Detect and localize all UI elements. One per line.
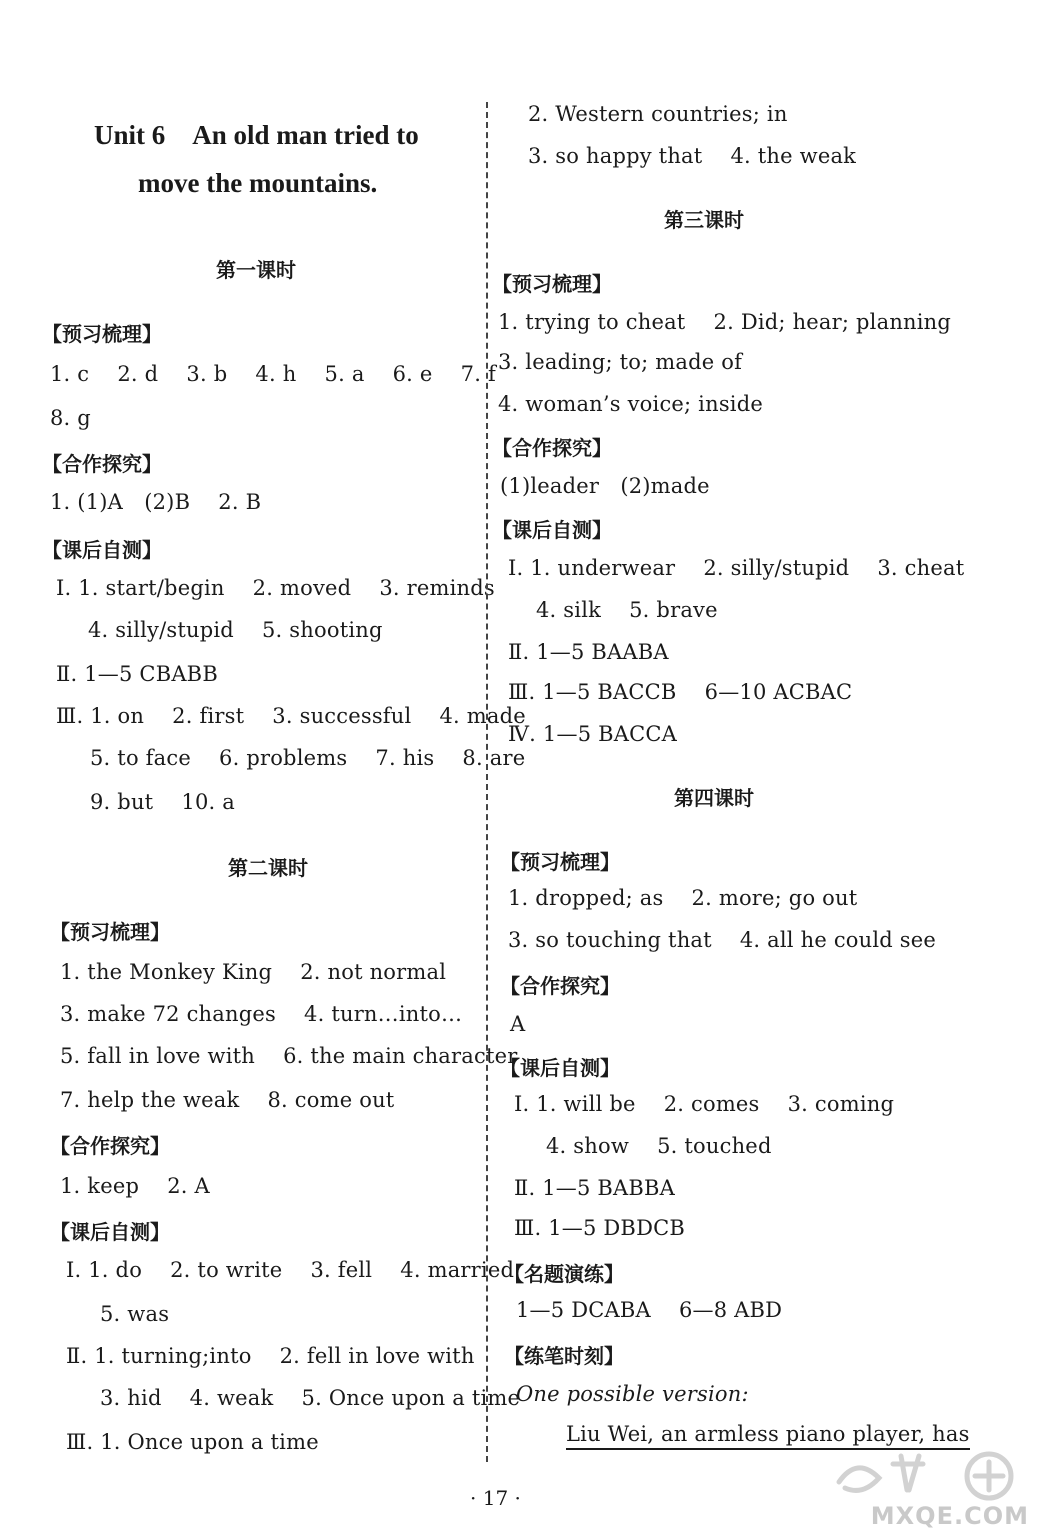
column-divider <box>486 102 488 1462</box>
answer-line: Ⅱ. 1—5 CBABB <box>56 662 218 686</box>
answer-line: Ⅱ. 1—5 BAABA <box>508 640 669 664</box>
lesson-heading-3: 第三课时 <box>664 208 744 232</box>
answer-line: 3. hid 4. weak 5. Once upon a time <box>100 1386 521 1410</box>
answer-line: Ⅲ. 1. Once upon a time <box>66 1430 319 1454</box>
answer-line: 4. woman’s voice; inside <box>498 392 763 416</box>
answer-line: 4. silly/stupid 5. shooting <box>88 618 383 642</box>
section-cooperation: 【合作探究】 <box>492 436 612 460</box>
answer-line: 9. but 10. a <box>90 790 235 814</box>
answer-line: 3. leading; to; made of <box>498 350 743 374</box>
section-selftest: 【课后自测】 <box>42 538 162 562</box>
page-number: · 17 · <box>470 1486 521 1510</box>
section-selftest: 【课后自测】 <box>50 1220 170 1244</box>
section-preview: 【预习梳理】 <box>500 850 620 874</box>
section-cooperation: 【合作探究】 <box>42 452 162 476</box>
section-preview: 【预习梳理】 <box>42 322 162 346</box>
lesson-heading-4: 第四课时 <box>674 786 754 810</box>
answer-line: Ⅰ. 1. will be 2. comes 3. coming <box>514 1092 895 1116</box>
answer-line: 1. the Monkey King 2. not normal <box>60 960 447 984</box>
answer-line: 5. fall in love with 6. the main character <box>60 1044 518 1068</box>
answer-line: 4. silk 5. brave <box>536 598 718 622</box>
answer-line: Ⅰ. 1. start/begin 2. moved 3. reminds <box>56 576 495 600</box>
answer-line: 5. was <box>100 1302 170 1326</box>
watermark-text: MXQE.COM <box>870 1502 1029 1530</box>
answer-line: 5. to face 6. problems 7. his 8. are <box>90 746 526 770</box>
answer-line: 1—5 DCABA 6—8 ABD <box>516 1298 783 1322</box>
lesson-heading-1: 第一课时 <box>216 258 296 282</box>
answer-line: 1. trying to cheat 2. Did; hear; planning <box>498 310 952 334</box>
answer-line: Ⅱ. 1—5 BABBA <box>514 1176 676 1200</box>
answer-line: 8. g <box>50 406 91 430</box>
section-preview: 【预习梳理】 <box>492 272 612 296</box>
answer-line: Ⅲ. 1—5 DBDCB <box>514 1216 686 1240</box>
answer-line: 1. keep 2. A <box>60 1174 210 1198</box>
answer-line: 3. make 72 changes 4. turn…into… <box>60 1002 463 1026</box>
answer-line: Ⅱ. 1. turning;into 2. fell in love with <box>66 1344 475 1368</box>
section-preview: 【预习梳理】 <box>50 920 170 944</box>
writing-text: Liu Wei, an armless piano player, has <box>566 1422 970 1450</box>
writing-intro: One possible version: <box>516 1382 749 1406</box>
section-writing: 【练笔时刻】 <box>504 1344 624 1368</box>
answer-line: Ⅳ. 1—5 BACCA <box>508 722 678 746</box>
answer-line: 3. so touching that 4. all he could see <box>508 928 937 952</box>
answer-line: 7. help the weak 8. come out <box>60 1088 395 1112</box>
lesson-heading-2: 第二课时 <box>228 856 308 880</box>
answer-line: 1. dropped; as 2. more; go out <box>508 886 858 910</box>
unit-title-line2: move the mountains. <box>138 168 378 198</box>
answer-line: A <box>510 1012 526 1036</box>
answer-line: 4. show 5. touched <box>546 1134 772 1158</box>
section-famous-questions: 【名题演练】 <box>504 1262 624 1286</box>
answer-line: 2. Western countries; in <box>528 102 788 126</box>
answer-line: (1)leader (2)made <box>500 474 710 498</box>
answer-line: 3. so happy that 4. the weak <box>528 144 857 168</box>
section-cooperation: 【合作探究】 <box>50 1134 170 1158</box>
section-selftest: 【课后自测】 <box>492 518 612 542</box>
answer-line: Ⅲ. 1—5 BACCB 6—10 ACBAC <box>508 680 853 704</box>
answer-line: 1. c 2. d 3. b 4. h 5. a 6. e 7. f <box>50 362 496 386</box>
answer-line: Ⅰ. 1. underwear 2. silly/stupid 3. cheat <box>508 556 965 580</box>
answer-line: 1. (1)A (2)B 2. B <box>50 490 262 514</box>
answer-line: Ⅲ. 1. on 2. first 3. successful 4. made <box>56 704 526 728</box>
section-selftest: 【课后自测】 <box>500 1056 620 1080</box>
answer-line: Ⅰ. 1. do 2. to write 3. fell 4. married <box>66 1258 515 1282</box>
section-cooperation: 【合作探究】 <box>500 974 620 998</box>
unit-title-line1: Unit 6 An old man tried to <box>94 120 419 150</box>
